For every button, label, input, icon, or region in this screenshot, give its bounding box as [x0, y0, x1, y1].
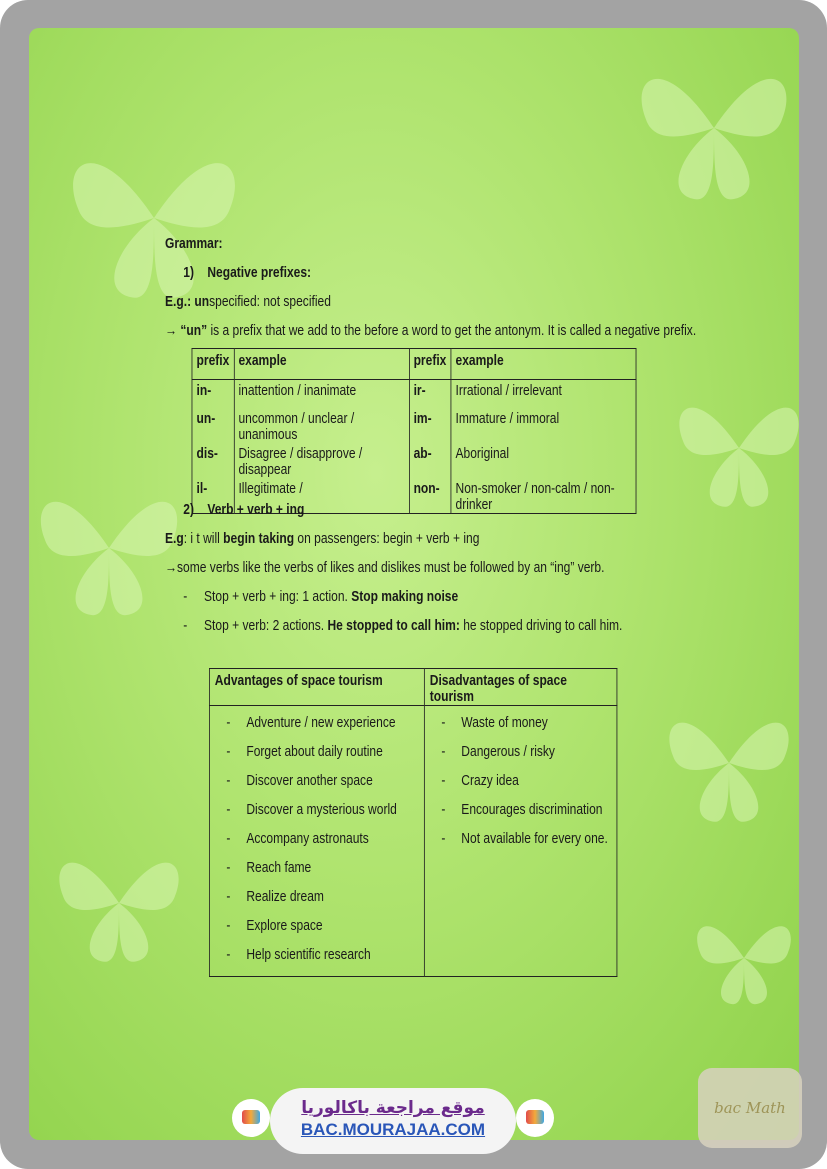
prefix-cell: ir- — [409, 380, 451, 409]
example-cell: Aboriginal — [451, 443, 636, 478]
site-logo-right-icon — [516, 1099, 554, 1137]
butterfly-icon — [659, 678, 799, 848]
butterfly-icon — [669, 358, 799, 538]
prefix-cell: non- — [409, 478, 451, 514]
example-header: example — [451, 349, 636, 380]
list-item: - Reach fame — [226, 854, 419, 883]
table-row — [192, 408, 636, 443]
list-item: - Dangerous / risky — [441, 738, 611, 767]
example-cell: Non-smoker / non-calm / non- drinker — [451, 478, 636, 514]
bullet-dash: - — [183, 618, 188, 634]
item-title: Negative prefixes: — [207, 265, 312, 281]
site-url[interactable]: BAC.MOURAJAA.COM — [300, 1120, 486, 1139]
disadvantages-header: Disadvantages of space tourism — [424, 669, 617, 706]
butterfly-icon — [49, 818, 189, 988]
prefix-header: prefix — [409, 349, 451, 380]
table-row — [192, 443, 636, 478]
example-rest: on passengers: begin + verb + ing — [294, 531, 480, 547]
list-item: - Forget about daily routine — [226, 738, 419, 767]
bullet-item — [183, 618, 622, 634]
prefix-cell: un- — [192, 408, 234, 443]
example-bold: un — [194, 294, 210, 310]
prefix-cell: dis- — [192, 443, 234, 478]
bacmath-watermark: bac Math — [698, 1068, 802, 1148]
item-negative-prefixes — [183, 265, 311, 281]
list-item: - Adventure / new experience — [226, 709, 419, 738]
butterfly-icon — [29, 448, 189, 648]
bullet-text: Stop + verb + ing: 1 action. — [204, 589, 352, 605]
butterfly-icon — [629, 28, 799, 228]
example-2 — [165, 531, 479, 547]
example-bold: begin taking — [223, 531, 295, 547]
bullet-bold: Stop making noise — [351, 589, 459, 605]
list-item: - Realize dream — [226, 883, 419, 912]
list-item: - Crazy idea — [441, 767, 611, 796]
section-title: Grammar: — [165, 236, 223, 252]
example-label: E.g — [165, 531, 184, 547]
disadvantages-list — [424, 706, 617, 977]
example-cell: inattention / inanimate — [234, 380, 409, 409]
prefix-table — [192, 348, 637, 514]
list-item: - Explore space — [226, 912, 419, 941]
prefix-cell: il- — [192, 478, 234, 514]
item-number: 1) — [183, 265, 194, 281]
example-cell: Immature / immoral — [451, 408, 636, 443]
list-item: - Discover another space — [226, 767, 419, 796]
rule-text: is a prefix that we add to the before a word to get the antonym. It is called a negative prefix. — [210, 323, 697, 339]
example-cell: uncommon / unclear / unanimous — [234, 408, 409, 443]
prefix-cell: in- — [192, 380, 234, 409]
site-logo-left-icon — [232, 1099, 270, 1137]
space-tourism-table — [209, 668, 617, 977]
example-pre: : i t will — [183, 531, 224, 547]
site-logo-link[interactable] — [270, 1088, 516, 1154]
list-item: - Discover a mysterious world — [226, 796, 419, 825]
bullet-post: he stopped driving to call him. — [459, 618, 623, 634]
item-verb-ing — [183, 502, 304, 518]
verb-ing-rule: →some verbs like the verbs of likes and dislikes must be followed by an “ing” verb. — [165, 560, 605, 576]
butterfly-icon — [689, 888, 799, 1028]
example-cell: Irrational / irrelevant — [451, 380, 636, 409]
prefix-cell: im- — [409, 408, 451, 443]
bullet-dash: - — [183, 589, 188, 605]
bullet-item — [183, 589, 458, 605]
bullet-text: Stop + verb: 2 actions. — [204, 618, 328, 634]
arrow-icon: → — [165, 323, 178, 339]
list-item: - Waste of money — [441, 709, 611, 738]
advantages-list — [209, 706, 424, 977]
list-item: - Encourages discrimination — [441, 796, 611, 825]
prefix-header: prefix — [192, 349, 234, 380]
list-item: - Not available for every one. — [441, 825, 611, 854]
example-cell: Disagree / disapprove / disappear — [234, 443, 409, 478]
prefix-cell: ab- — [409, 443, 451, 478]
item-number: 2) — [183, 502, 194, 518]
rule-quoted: “un” — [180, 323, 208, 339]
bullet-bold: He stopped to call him: — [327, 618, 460, 634]
example-label: E.g.: — [165, 294, 192, 310]
item-title: Verb + verb + ing — [207, 502, 305, 518]
site-name-arabic[interactable]: موقع مراجعة باكالوريا — [301, 1098, 485, 1118]
example-1 — [165, 294, 331, 310]
example-header: example — [234, 349, 409, 380]
example-cell: Illegitimate / — [234, 478, 409, 514]
negative-prefix-rule — [165, 323, 696, 339]
table-row — [192, 380, 636, 409]
list-item: - Help scientific research — [226, 941, 419, 970]
example-rest: specified: not specified — [209, 294, 331, 310]
list-item: - Accompany astronauts — [226, 825, 419, 854]
advantages-header: Advantages of space tourism — [209, 669, 424, 706]
